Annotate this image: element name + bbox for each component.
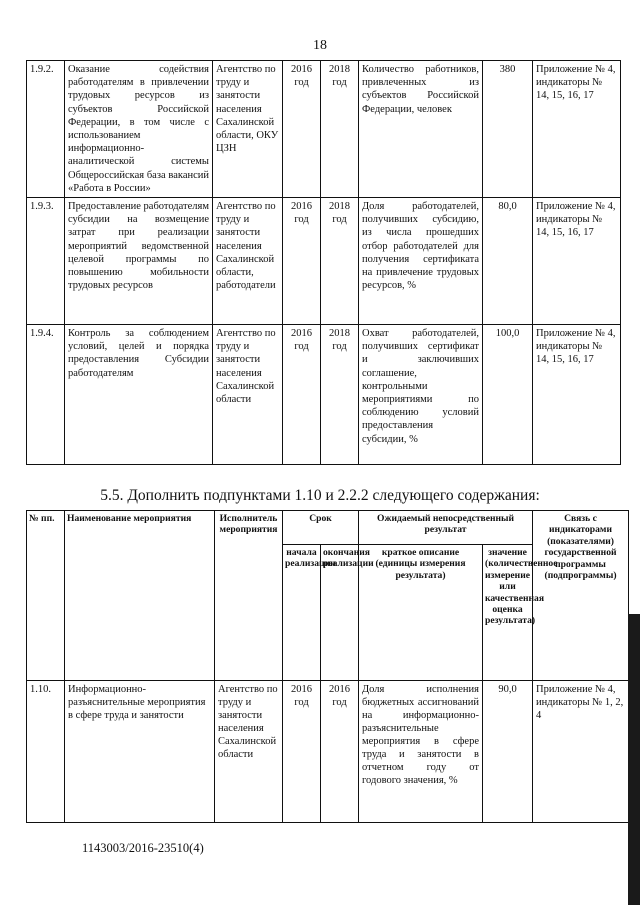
header-number: № пп. <box>27 511 65 681</box>
expected-result: Количество работников, привлеченных из субъектов Российской Федерации, человек <box>359 61 483 198</box>
activity-name: Оказание содействия работодателям в привлечении трудовых ресурсов из субъектов Российской Федерации, в том числе с использованием информационно-аналитической системы Общероссийская база вакансий «Работа в России» <box>65 61 213 198</box>
activity-executor: Агентство по труду и занятости населения Сахалинской области <box>215 681 283 823</box>
activities-table-continued <box>26 60 621 465</box>
end-year: 2016 год <box>321 681 359 823</box>
start-year: 2016 год <box>283 198 321 325</box>
header-expected-result: Ожидаемый непосредственный результат <box>359 511 533 545</box>
expected-result: Доля исполнения бюджетных ассигнований на информационно-разъяснительные мероприятия в сфере труда и занятости в отчетном году от годового значения, % <box>359 681 483 823</box>
result-value: 380 <box>483 61 533 198</box>
start-year: 2016 год <box>283 681 321 823</box>
activities-table-new <box>26 510 629 823</box>
header-short-description: краткое описание (единицы измерения результата) <box>359 545 483 681</box>
start-year: 2016 год <box>283 325 321 465</box>
table-header-row <box>27 511 629 545</box>
indicator-link: Приложение № 4, индикаторы № 14, 15, 16, 17 <box>533 198 621 325</box>
page-number: 18 <box>313 38 327 53</box>
activity-name: Контроль за соблюдением условий, целей и порядка предоставления Субсидии работодателям <box>65 325 213 465</box>
table-row <box>27 325 621 465</box>
activity-executor: Агентство по труду и занятости населения Сахалинской области, ОКУ ЦЗН <box>213 61 283 198</box>
result-value: 90,0 <box>483 681 533 823</box>
expected-result: Доля работодателей, получивших субсидию, из числа прошедших отбор работодателей для получения сертификата на привлечение трудовых ресурсов, % <box>359 198 483 325</box>
table-row <box>27 681 629 823</box>
end-year: 2018 год <box>321 61 359 198</box>
result-value: 80,0 <box>483 198 533 325</box>
activity-executor: Агентство по труду и занятости населения Сахалинской области, работодатели <box>213 198 283 325</box>
activity-executor: Агентство по труду и занятости населения Сахалинской области <box>213 325 283 465</box>
header-value: значение (количественное измерение или качественная оценка результата) <box>483 545 533 681</box>
header-executor: Исполнитель мероприятия <box>215 511 283 681</box>
result-value: 100,0 <box>483 325 533 465</box>
activity-name: Информационно-разъяснительные мероприятия в сфере труда и занятости <box>65 681 215 823</box>
table-row <box>27 198 621 325</box>
row-number: 1.9.4. <box>27 325 65 465</box>
document-code: 1143003/2016-23510(4) <box>82 841 204 855</box>
header-activity-name: Наименование мероприятия <box>65 511 215 681</box>
end-year: 2018 год <box>321 325 359 465</box>
end-year: 2018 год <box>321 198 359 325</box>
header-term-start: начала реализации <box>283 545 321 681</box>
row-number: 1.9.3. <box>27 198 65 325</box>
indicator-link: Приложение № 4, индикаторы № 14, 15, 16, 17 <box>533 61 621 198</box>
header-indicator-link: Связь с индикаторами (показателями) государственной программы (подпрограммы) <box>533 511 629 681</box>
row-number: 1.9.2. <box>27 61 65 198</box>
start-year: 2016 год <box>283 61 321 198</box>
indicator-link: Приложение № 4, индикаторы № 1, 2, 4 <box>533 681 629 823</box>
expected-result: Охват работодателей, получивших сертификат и заключивших соглашение, контрольными мероприятиями по соблюдению условий предоставления субсидии, % <box>359 325 483 465</box>
activity-name: Предоставление работодателям субсидии на возмещение затрат при реализации мероприятий ведомственной целевой программы по повышению мобильности трудовых ресурсов <box>65 198 213 325</box>
section-heading: 5.5. Дополнить подпунктами 1.10 и 2.2.2 следующего содержания: <box>100 487 540 504</box>
indicator-link: Приложение № 4, индикаторы № 14, 15, 16, 17 <box>533 325 621 465</box>
row-number: 1.10. <box>27 681 65 823</box>
scan-edge-bar <box>628 614 640 905</box>
header-term-end: окончания реализации <box>321 545 359 681</box>
table-row <box>27 61 621 198</box>
header-term: Срок <box>283 511 359 545</box>
